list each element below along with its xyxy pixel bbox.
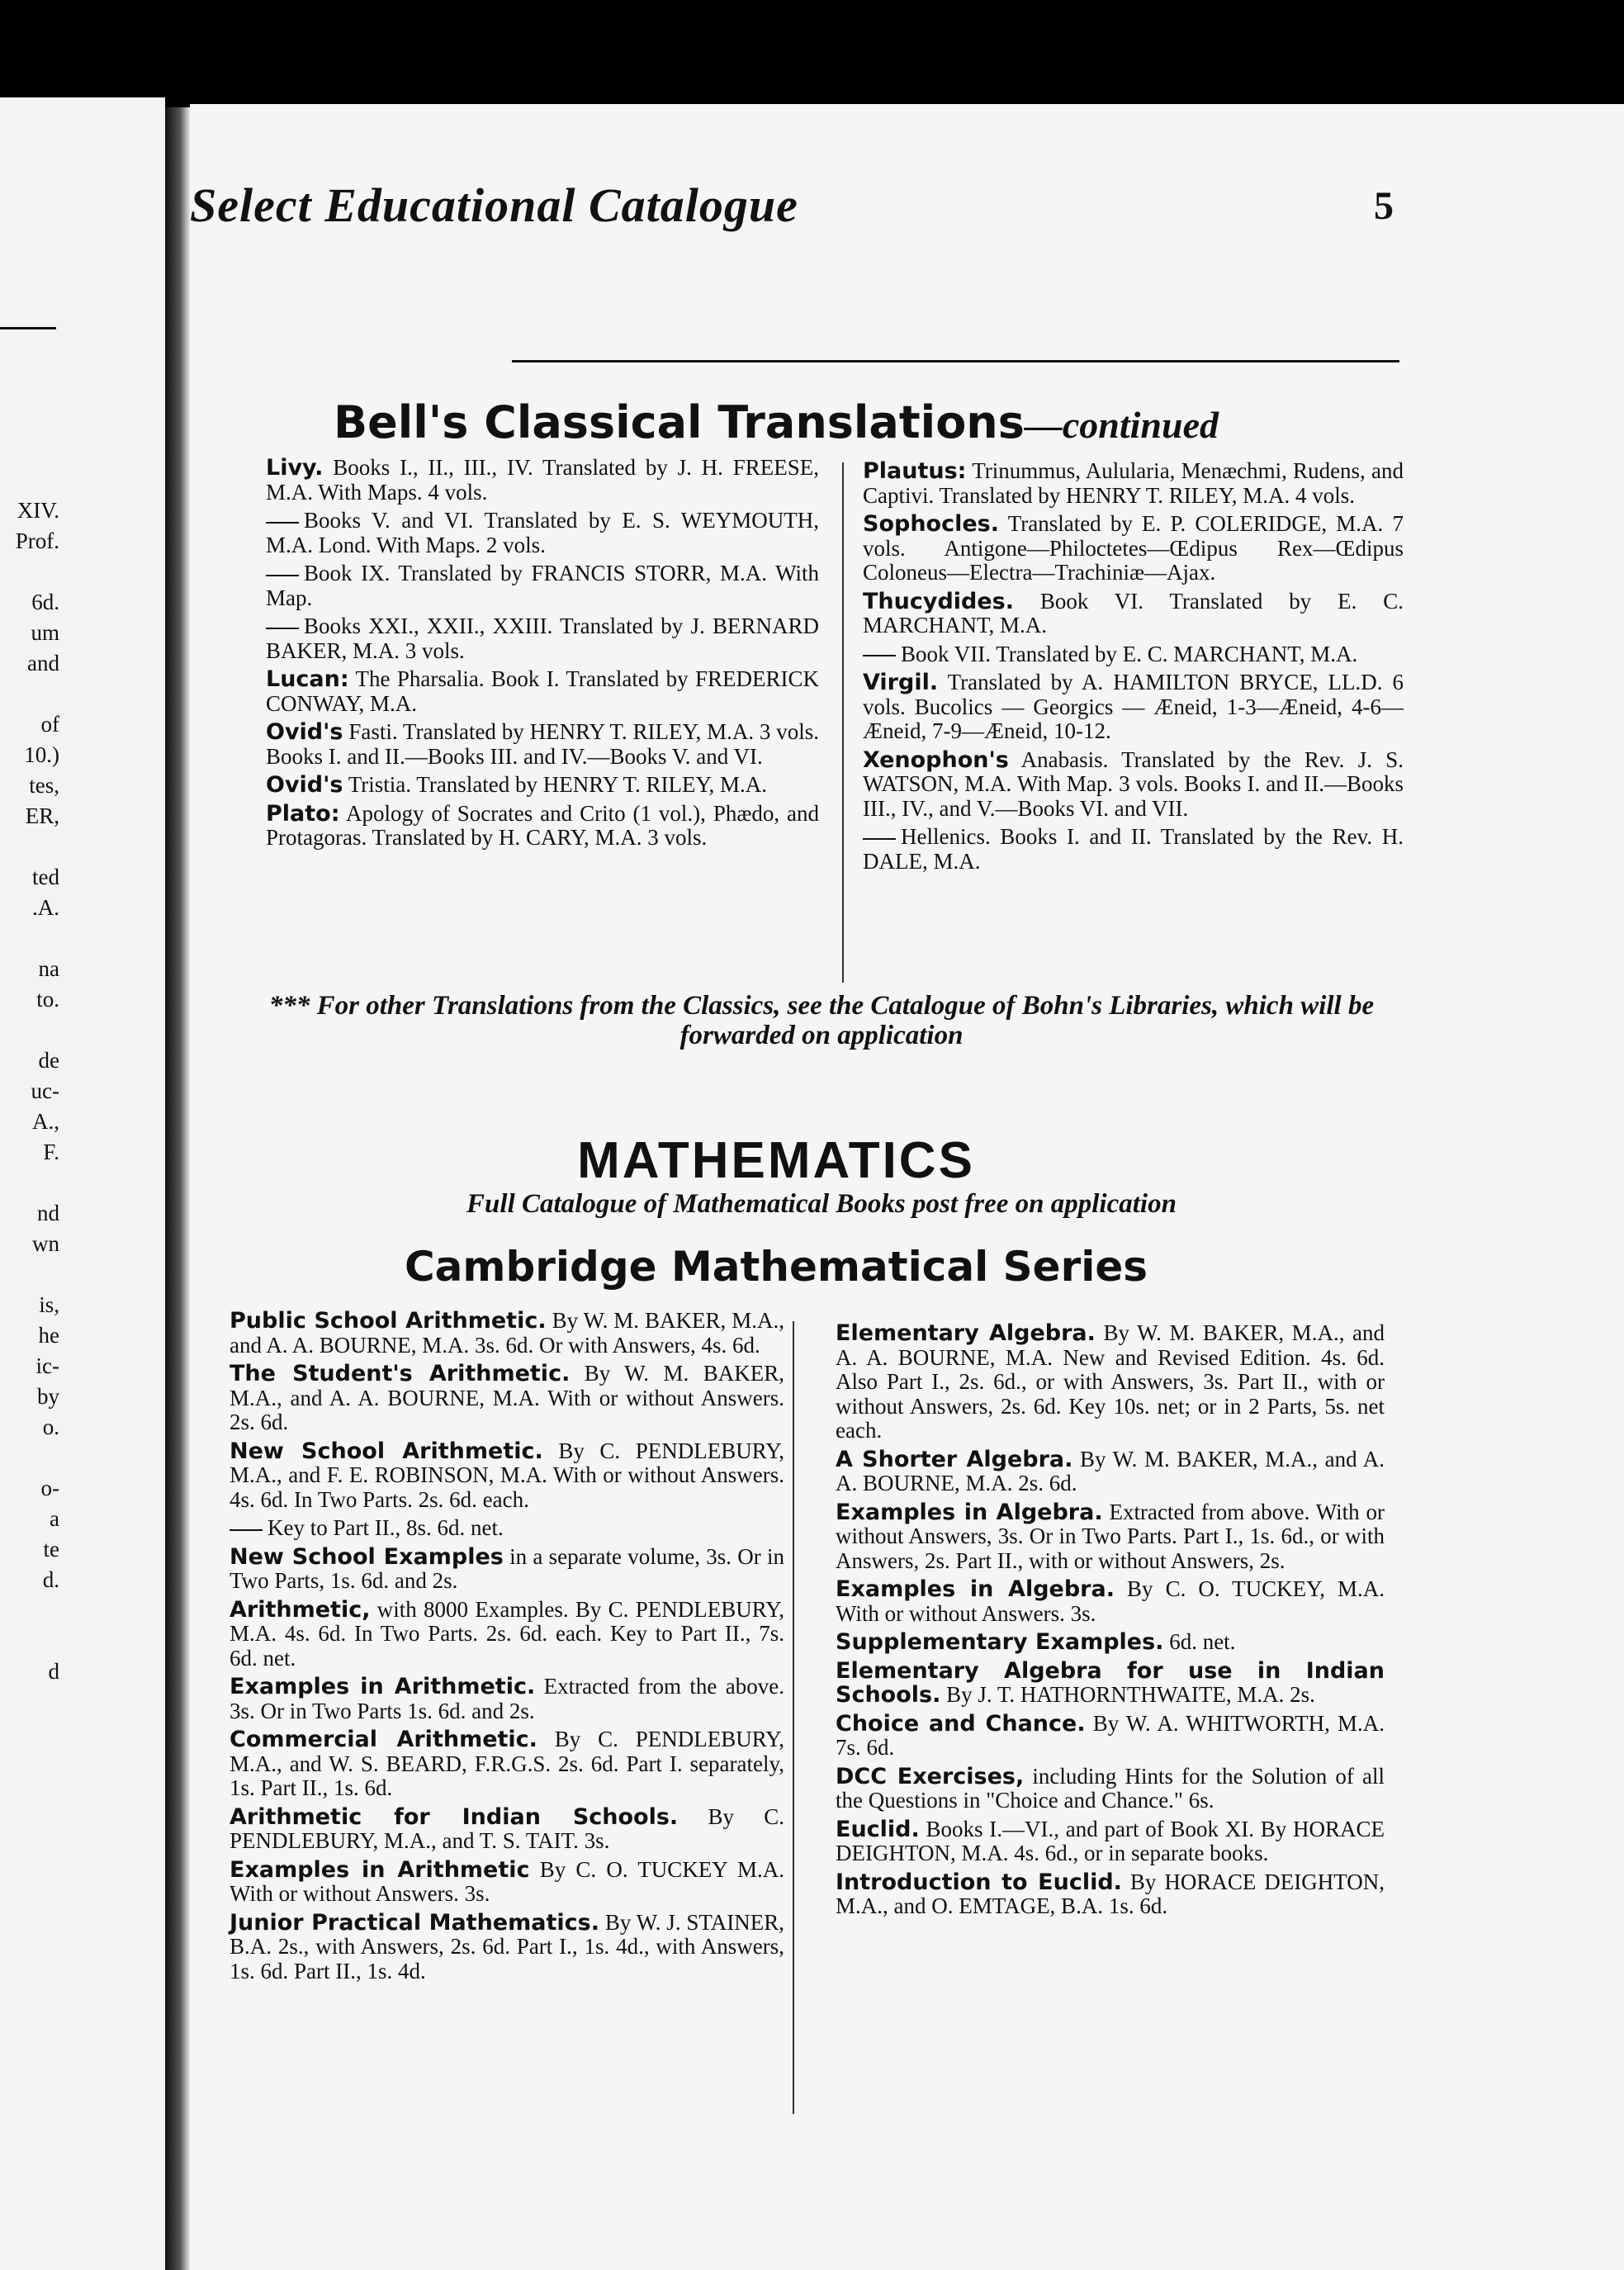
entry-title: Examples in Arithmetic. <box>230 1674 536 1699</box>
catalogue-entry <box>266 456 819 505</box>
entry-title: Examples in Algebra. <box>836 1499 1103 1525</box>
catalogue-entry <box>863 671 1404 744</box>
entry-title: Elementary Algebra for use in Indian Schools. <box>836 1657 1385 1708</box>
entry-title: Plato: <box>266 800 340 827</box>
entry-text: in a separate volume, 3s. Or in Two Parts, 1s. 6d. and 2s. <box>230 1543 785 1593</box>
entry-text: Books V. and VI. Translated by E. S. WEYMOUTH, M.A. Lond. With Maps. 2 vols. <box>266 508 819 557</box>
entry-text: Fasti. Translated by HENRY T. RILEY, M.A. 3 vols. Books I. and II.—Books III. and IV.—Books V. and VI. <box>266 719 820 769</box>
fragment <box>3 1015 59 1045</box>
catalogue-entry <box>863 512 1404 585</box>
fragment: 6d. <box>31 590 59 614</box>
entry-title: New School Arithmetic. <box>230 1438 543 1464</box>
catalogue-entry <box>230 1858 784 1907</box>
fragment: Prof. <box>15 528 59 553</box>
entry-title: Introduction to Euclid. <box>836 1869 1122 1895</box>
catalogue-entry <box>230 1727 784 1801</box>
fragment: na <box>38 956 59 981</box>
previous-page-rule <box>0 327 56 329</box>
entry-title: Ovid's <box>266 772 343 798</box>
entry-title: Choice and Chance. <box>836 1710 1086 1737</box>
entry-text: Book VI. Translated by E. C. MARCHANT, M.A. <box>863 588 1404 637</box>
catalogue-entry <box>836 1321 1385 1443</box>
entry-text: Translated by E. P. COLERIDGE, M.A. 7 vols. Antigone—Philoctetes—Œdipus Rex—Œdipus Coloneus—Electra—Trachiniæ—Ajax. <box>863 511 1404 585</box>
catalogue-entry <box>836 1659 1385 1708</box>
entry-text: including Hints for the Solution of all the Questions in "Choice and Chance." 6s. <box>836 1763 1385 1813</box>
fragment: to. <box>36 987 59 1012</box>
ditto-dash <box>266 522 299 524</box>
catalogue-entry <box>266 802 819 851</box>
catalogue-entry <box>266 614 819 663</box>
entry-text: By C. PENDLEBURY, M.A., and W. S. BEARD, F.R.G.S. 2s. 6d. Part I. separately, 1s. Part II., 1s. 6d. <box>230 1727 785 1800</box>
entry-title: The Student's Arithmetic. <box>230 1361 571 1386</box>
fragment: wn <box>32 1231 59 1256</box>
ditto-dash <box>863 655 896 656</box>
fragment: o- <box>40 1476 59 1500</box>
catalogue-entry <box>836 1712 1385 1761</box>
fragment: tes, <box>29 773 59 798</box>
entry-title: Junior Practical Mathematics. <box>230 1909 599 1936</box>
fragment: a <box>50 1506 59 1531</box>
entry-text: The Pharsalia. Book I. Translated by FREDERICK CONWAY, M.A. <box>266 666 819 716</box>
entry-text: Anabasis. Translated by the Rev. J. S. WATSON, M.A. With Map. 3 vols. Books I. and II.—Books III., IV., and V.—Books VI. and VII. <box>863 746 1404 821</box>
entry-title: Examples in Arithmetic <box>230 1856 530 1883</box>
running-header-title: Select Educational Catalogue <box>190 178 798 232</box>
catalogue-entry <box>836 1577 1385 1626</box>
translations-left-column <box>266 456 819 855</box>
catalogue-entry <box>863 590 1404 638</box>
entry-text: By C. PENDLEBURY, M.A., and F. E. ROBINSON, M.A. With or without Answers. 4s. 6d. In Two Parts. 2s. 6d. each. <box>230 1438 784 1512</box>
entry-text: By HORACE DEIGHTON, M.A., and O. EMTAGE, B.A. 1s. 6d. <box>836 1869 1385 1918</box>
series-heading: Cambridge Mathematical Series <box>404 1243 1148 1291</box>
entry-title: Sophocles. <box>863 511 999 537</box>
fragment: um <box>31 620 59 645</box>
entry-title: Thucydides. <box>863 588 1015 614</box>
mathematics-right-column <box>836 1321 1385 1923</box>
entry-text: Book IX. Translated by FRANCIS STORR, M.A. With Map. <box>266 561 819 610</box>
header-rule <box>512 360 1399 363</box>
translations-heading-continued: —continued <box>1024 404 1219 446</box>
catalogue-entry <box>863 459 1404 508</box>
entry-text: By W. A. WHITWORTH, M.A. 7s. 6d. <box>836 1710 1385 1760</box>
fragment: o. <box>42 1415 59 1439</box>
ditto-dash <box>266 628 299 629</box>
entry-text: Books I.—VI., and part of Book XI. By HORACE DEIGHTON, M.A. 4s. 6d., or in separate books. <box>836 1816 1385 1865</box>
catalogue-entry <box>863 748 1404 822</box>
entry-text: By W. M. BAKER, M.A., and A. A. BOURNE, M.A. New and Revised Edition. 4s. 6d. Also Part I., 2s. 6d., or with Answers, 3s. Part II., with or without Answers, 2s. 6d. Key 10s. net; or in 2 Parts, 5s. net each. <box>836 1320 1385 1443</box>
catalogue-entry <box>230 1805 784 1854</box>
catalogue-entry <box>230 1598 784 1671</box>
catalogue-entry <box>230 1309 784 1358</box>
fragment: ER, <box>25 803 59 828</box>
catalogue-entry <box>863 825 1404 874</box>
fragment <box>3 832 59 862</box>
ditto-dash <box>230 1529 263 1531</box>
ditto-dash <box>863 838 896 840</box>
entry-title: Plautus: <box>863 458 967 484</box>
entry-text: Extracted from the above. 3s. Or in Two Parts 1s. 6d. and 2s. <box>230 1674 784 1723</box>
entry-title: Ovid's <box>266 719 343 745</box>
fragment: by <box>37 1384 59 1409</box>
column-divider <box>842 462 844 983</box>
catalogue-entry <box>230 1516 784 1541</box>
fragment <box>3 923 59 954</box>
entry-text: By W. J. STAINER, B.A. 2s., with Answers, 2s. 6d. Part I., 1s. 4d., with Answers, 1s. 6d. Part II., 1s. 4d. <box>230 1909 785 1983</box>
entry-text: Books I., II., III., IV. Translated by J. H. FREESE, M.A. With Maps. 4 vols. <box>266 455 820 505</box>
entry-title: Commercial Arithmetic. <box>230 1727 537 1752</box>
fragment <box>3 679 59 709</box>
catalogue-entry <box>266 720 819 769</box>
entry-text: By C. PENDLEBURY, M.A., and T. S. TAIT. 3s. <box>230 1803 784 1853</box>
fragment: of <box>40 712 59 737</box>
fragment: d. <box>42 1567 59 1592</box>
entry-title: Examples in Algebra. <box>836 1576 1115 1602</box>
fragment <box>3 1168 59 1198</box>
catalogue-entry <box>836 1817 1385 1866</box>
entry-title: A Shorter Algebra. <box>836 1446 1073 1472</box>
entry-title: DCC Exercises, <box>836 1763 1025 1789</box>
catalogue-entry <box>230 1911 784 1984</box>
entry-title: Virgil. <box>863 670 939 695</box>
catalogue-entry <box>266 773 819 798</box>
ditto-dash <box>266 575 299 576</box>
fragment: .A. <box>32 895 59 920</box>
entry-title: New School Examples <box>230 1543 504 1570</box>
fragment: nd <box>37 1201 59 1225</box>
entry-title: Lucan: <box>266 666 349 692</box>
entry-text: Tristia. Translated by HENRY T. RILEY, M.A. <box>348 772 768 797</box>
translations-note: *** For other Translations from the Classics, see the Catalogue of Bohn's Libraries, which will be forwarded on application <box>268 991 1375 1050</box>
entry-text: By C. O. TUCKEY M.A. With or without Answers. 3s. <box>230 1856 784 1906</box>
catalogue-entry <box>836 1630 1385 1655</box>
catalogue-entry <box>266 562 819 610</box>
fragment: XIV. <box>17 498 59 523</box>
entry-text: with 8000 Examples. By C. PENDLEBURY, M.A. 4s. 6d. In Two Parts. 2s. 6d. each. Key to Part II., 7s. 6d. net. <box>230 1596 784 1671</box>
entry-text: By W. M. BAKER, M.A., and A. A. BOURNE, M.A. 2s. 6d. <box>836 1446 1385 1495</box>
catalogue-entry <box>863 642 1404 667</box>
entry-title: Supplementary Examples. <box>836 1629 1164 1655</box>
entry-text: By C. O. TUCKEY, M.A. With or without Answers. 3s. <box>836 1576 1385 1626</box>
fragment: ic- <box>36 1353 59 1378</box>
catalogue-entry <box>836 1500 1385 1574</box>
fragment: d <box>48 1659 59 1684</box>
fragment: te <box>43 1537 59 1562</box>
catalogue-entry <box>230 1362 784 1435</box>
fragment: and <box>27 651 59 675</box>
entry-text: Apology of Socrates and Crito (1 vol.), Phædo, and Protagoras. Translated by H. CARY, M.A. 3 vols. <box>266 800 819 850</box>
entry-title: Arithmetic for Indian Schools. <box>230 1803 679 1830</box>
fragment: is, <box>39 1292 59 1317</box>
catalogue-entry <box>836 1765 1385 1813</box>
fragment: ted <box>32 865 59 889</box>
entry-text: Extracted from above. With or without Answers, 3s. Or in Two Parts. Part I., 1s. 6d., or with Answers, 2s. Part II., with or without Answers, 2s. <box>836 1499 1385 1573</box>
fragment: A., <box>32 1109 59 1134</box>
catalogue-entry <box>266 667 819 716</box>
entry-text: By J. T. HATHORNTHWAITE, M.A. 2s. <box>946 1682 1315 1707</box>
entry-title: Elementary Algebra. <box>836 1320 1096 1346</box>
entry-text: Book VII. Translated by E. C. MARCHANT, M.A. <box>901 641 1358 666</box>
catalogue-entry <box>836 1870 1385 1919</box>
translations-heading-text: Bell's Classical Translations <box>333 396 1025 448</box>
fragment: 10.) <box>24 742 59 767</box>
entry-text: Trinummus, Aulularia, Menæchmi, Rudens, and Captivi. Translated by HENRY T. RILEY, M.A. 4 vols. <box>863 458 1404 508</box>
catalogue-entry <box>230 1545 784 1594</box>
fragment <box>3 1259 59 1290</box>
fragment <box>3 557 59 587</box>
page-number: 5 <box>1374 184 1394 228</box>
catalogue-entry <box>230 1439 784 1513</box>
mathematics-heading: MATHEMATICS <box>577 1132 975 1189</box>
previous-page-text-fragments <box>3 495 59 1687</box>
entry-title: Livy. <box>266 455 324 481</box>
fragment: de <box>38 1048 59 1073</box>
catalogue-entry <box>836 1448 1385 1496</box>
entry-title: Arithmetic, <box>230 1596 371 1623</box>
entry-title: Public School Arithmetic. <box>230 1308 547 1334</box>
entry-text: Hellenics. Books I. and II. Translated by the Rev. H. DALE, M.A. <box>863 824 1404 874</box>
entry-text: Books XXI., XXII., XXIII. Translated by J. BERNARD BAKER, M.A. 3 vols. <box>266 614 819 663</box>
entry-text: Translated by A. HAMILTON BRYCE, LL.D. 6 vols. Bucolics — Georgics — Æneid, 1-3—Æneid, 4-6—Æneid, 7-9—Æneid, 10-12. <box>863 670 1404 743</box>
mathematics-subtitle: Full Catalogue of Mathematical Books post free on application <box>466 1189 1177 1219</box>
fragment <box>3 1595 59 1626</box>
fragment: F. <box>43 1140 59 1164</box>
book-gutter <box>165 107 190 2270</box>
entry-text: By W. M. BAKER, M.A., and A. A. BOURNE, M.A. With or without Answers. 2s. 6d. <box>230 1361 784 1434</box>
translations-heading <box>206 396 1346 448</box>
column-divider <box>793 1321 794 2114</box>
fragment <box>3 1626 59 1656</box>
fragment <box>3 1443 59 1473</box>
fragment: uc- <box>31 1078 59 1103</box>
fragment: he <box>38 1323 59 1348</box>
catalogue-entry <box>266 509 819 557</box>
translations-right-column <box>863 459 1404 878</box>
entry-text: By W. M. BAKER, M.A., and A. A. BOURNE, M.A. 3s. 6d. Or with Answers, 4s. 6d. <box>230 1308 785 1358</box>
entry-text: Key to Part II., 8s. 6d. net. <box>268 1515 504 1540</box>
catalogue-entry <box>230 1675 784 1723</box>
entry-text: 6d. net. <box>1169 1629 1236 1654</box>
mathematics-left-column <box>230 1309 784 1988</box>
entry-title: Euclid. <box>836 1816 920 1842</box>
entry-title: Xenophon's <box>863 746 1009 773</box>
